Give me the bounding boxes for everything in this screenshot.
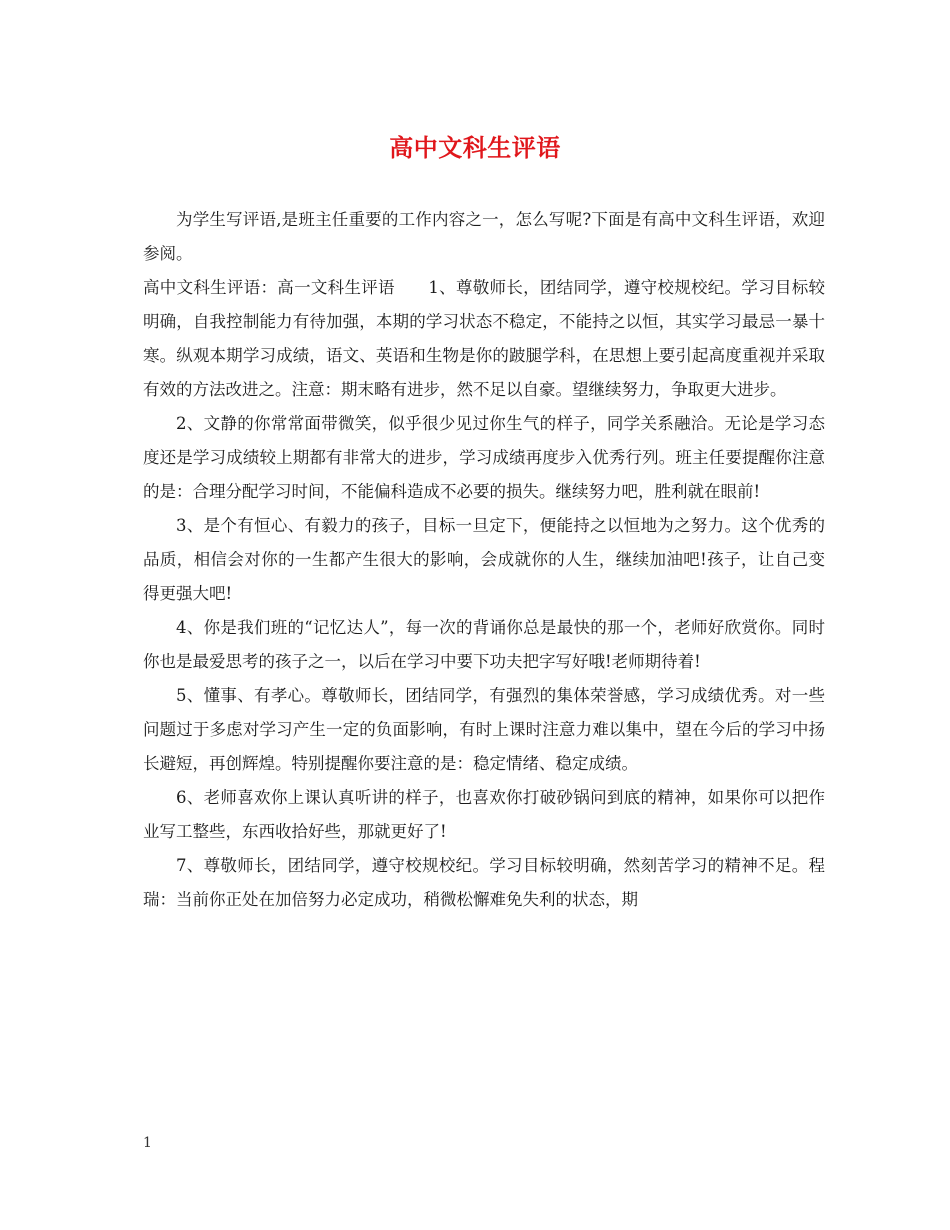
paragraph-comment-5: 5、懂事、有孝心。尊敬师长，团结同学，有强烈的集体荣誉感，学习成绩优秀。对一些问题过于多虑对学习产生一定的负面影响，有时上课时注意力难以集中，望在今后的学习中扬长避短，再创辉煌。特别提醒你要注意的是：稳定情绪、稳定成绩。 [143, 686, 825, 773]
paragraph-comment-4: 4、你是我们班的“记忆达人”，每一次的背诵你总是最快的那一个，老师好欣赏你。同时你也是最爱思考的孩子之一，以后在学习中要下功夫把字写好哦!老师期待着! [143, 618, 825, 671]
paragraph-comment-1: 高中文科生评语：高一文科生评语 1、尊敬师长，团结同学，遵守校规校纪。学习目标较明确，自我控制能力有待加强，本期的学习状态不稳定，不能持之以恒，其实学习最忌一暴十寒。纵观本期学习成绩，语文、英语和生物是你的跛腿学科，在思想上要引起高度重视并采取有效的方法改进之。注意：期末略有进步，然不足以自豪。望继续努力，争取更大进步。 [143, 278, 825, 399]
paragraph-comment-7: 7、尊敬师长，团结同学，遵守校规校纪。学习目标较明确，然刻苦学习的精神不足。程瑞：当前你正处在加倍努力必定成功，稍微松懈难免失利的状态，期 [143, 856, 825, 909]
document-title: 高中文科生评语 [389, 133, 561, 162]
paragraph-intro: 为学生写评语,是班主任重要的工作内容之一，怎么写呢?下面是有高中文科生评语，欢迎参阅。 [143, 210, 825, 263]
page-number: 1 [143, 1135, 152, 1151]
paragraph-comment-2: 2、文静的你常常面带微笑，似乎很少见过你生气的样子，同学关系融洽。无论是学习态度还是学习成绩较上期都有非常大的进步，学习成绩再度步入优秀行列。班主任要提醒你注意的是：合理分配学习时间，不能偏科造成不必要的损失。继续努力吧，胜利就在眼前! [143, 414, 825, 501]
document-body [143, 203, 825, 917]
paragraph-comment-6: 6、老师喜欢你上课认真听讲的样子，也喜欢你打破砂锅问到底的精神，如果你可以把作业写工整些，东西收拾好些，那就更好了! [143, 788, 825, 841]
paragraph-comment-3: 3、是个有恒心、有毅力的孩子，目标一旦定下，便能持之以恒地为之努力。这个优秀的品质，相信会对你的一生都产生很大的影响，会成就你的人生，继续加油吧!孩子，让自己变得更强大吧! [143, 516, 825, 603]
